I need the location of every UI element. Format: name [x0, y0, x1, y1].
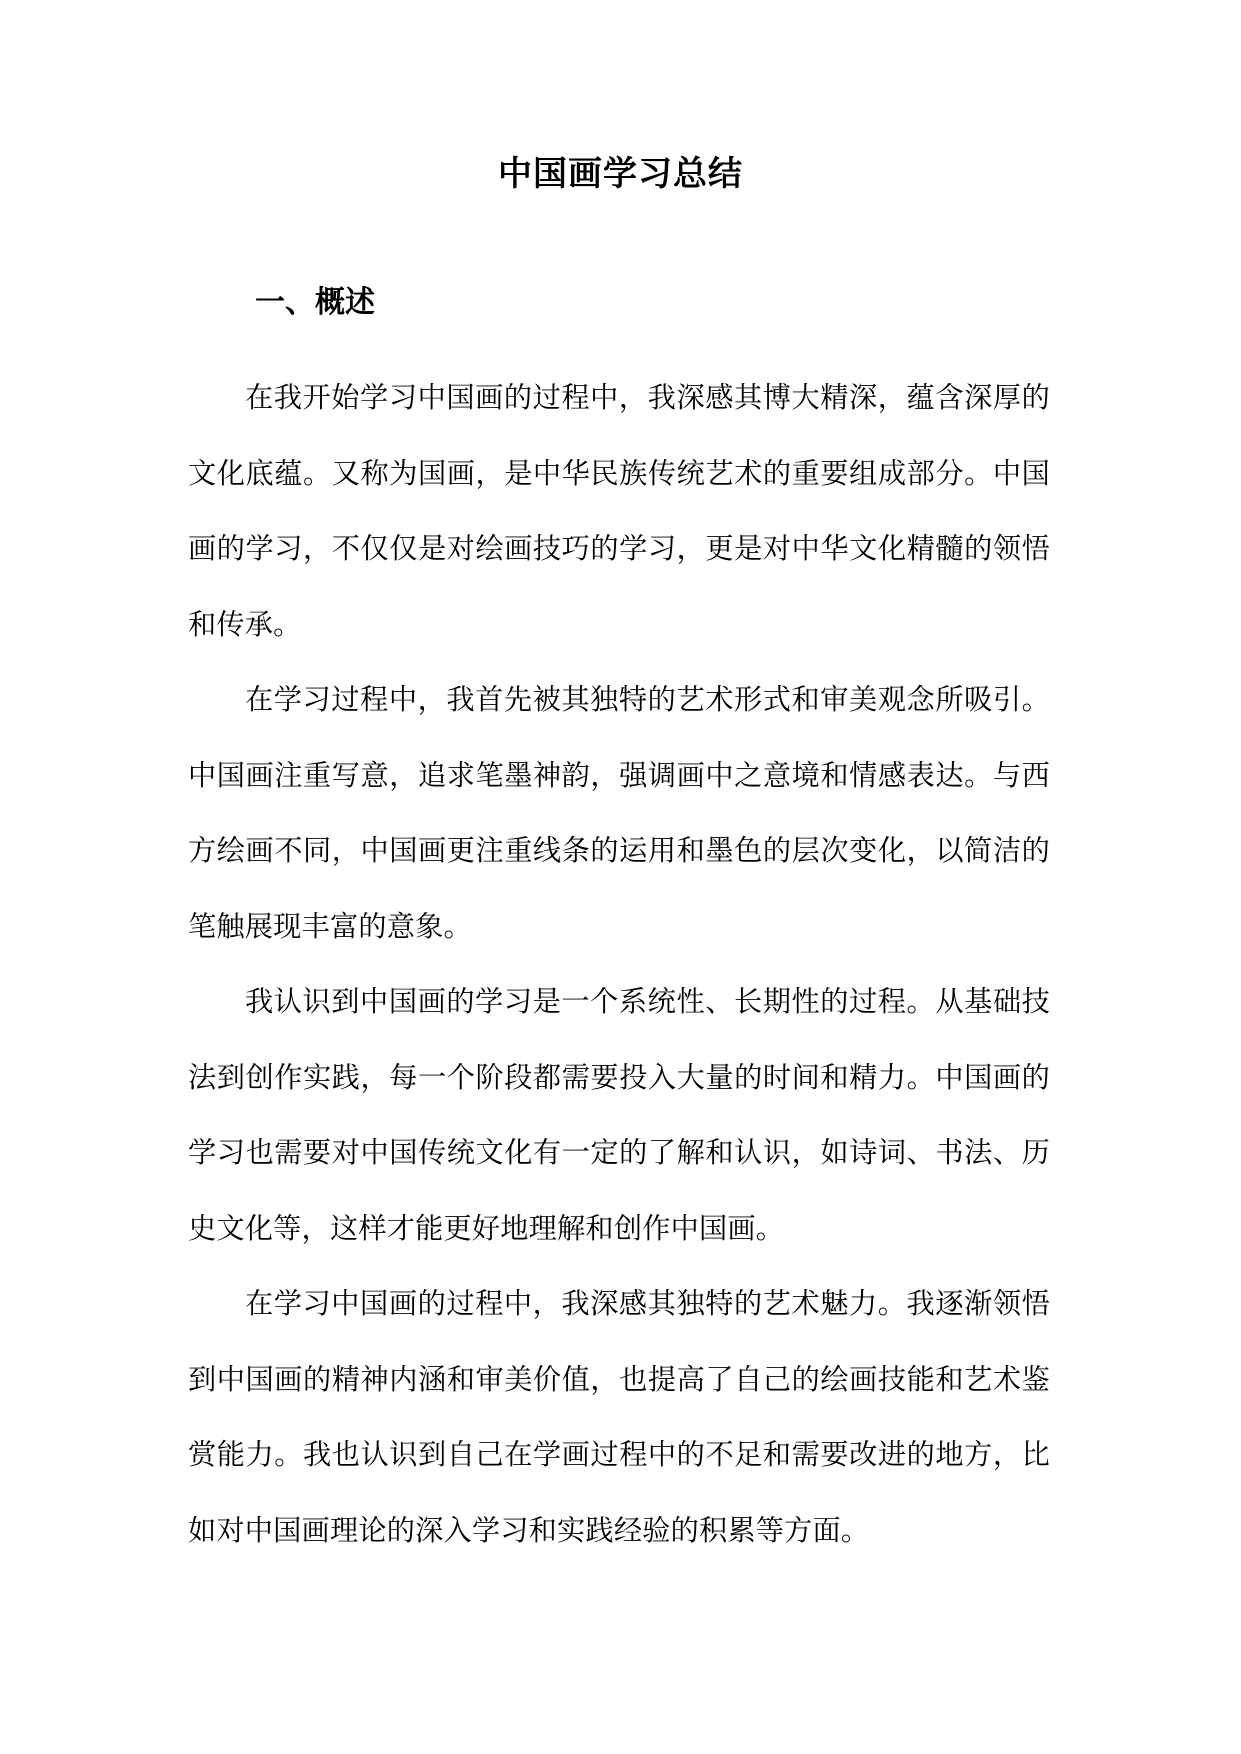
document-title: 中国画学习总结 — [498, 154, 743, 194]
paragraph-4: 在学习中国画的过程中，我深感其独特的艺术魅力。我逐渐领悟到中国画的精神内涵和审美价值，也提高了自己的绘画技能和艺术鉴赏能力。我也认识到自己在学画过程中的不足和需要改进的地方，比如对中国画理论的深入学习和实践经验的积累等方面。 — [188, 1287, 1050, 1547]
paragraph-1: 在我开始学习中国画的过程中，我深感其博大精深，蕴含深厚的文化底蕴。又称为国画，是中华民族传统艺术的重要组成部分。中国画的学习，不仅仅是对绘画技巧的学习，更是对中华文化精髓的领悟和传承。 — [188, 381, 1050, 641]
paragraph-3: 我认识到中国画的学习是一个系统性、长期性的过程。从基础技法到创作实践，每一个阶段都需要投入大量的时间和精力。中国画的学习也需要对中国传统文化有一定的了解和认识，如诗词、书法、历史文化等，这样才能更好地理解和创作中国画。 — [188, 985, 1050, 1245]
paragraph-2: 在学习过程中，我首先被其独特的艺术形式和审美观念所吸引。中国画注重写意，追求笔墨神韵，强调画中之意境和情感表达。与西方绘画不同，中国画更注重线条的运用和墨色的层次变化，以简洁的笔触展现丰富的意象。 — [188, 683, 1050, 943]
section-heading: 一、概述 — [255, 285, 375, 320]
section-body — [188, 360, 1050, 1568]
